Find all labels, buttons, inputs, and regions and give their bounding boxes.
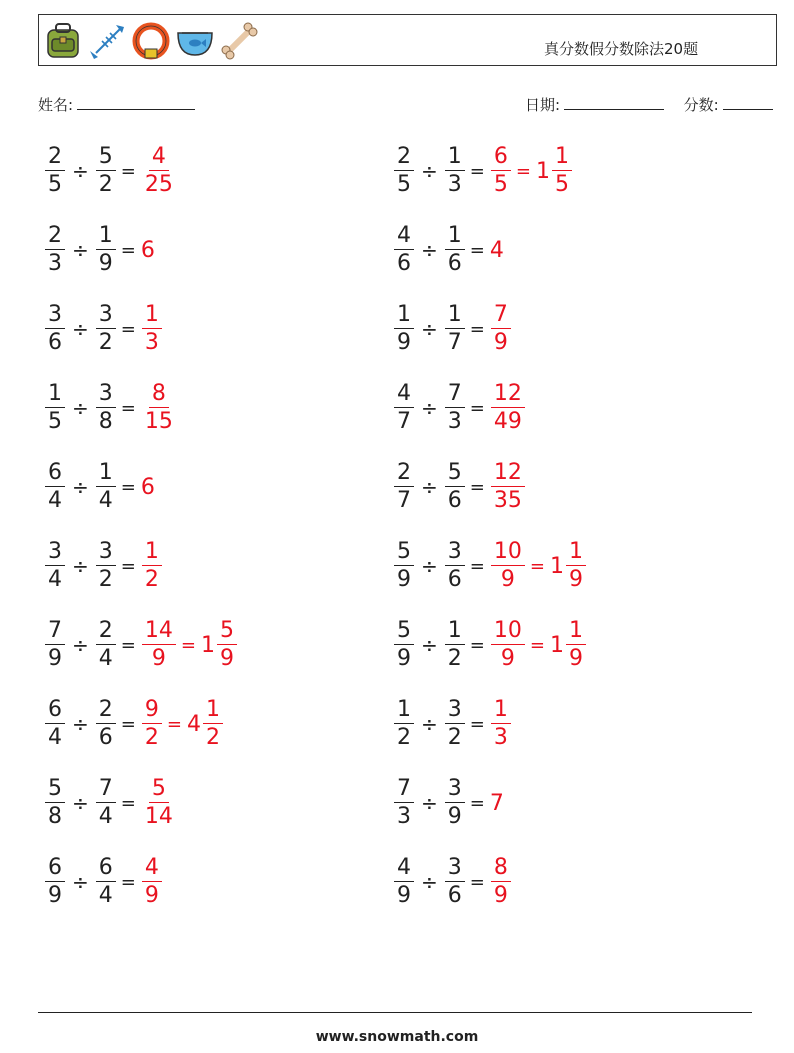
dividend-numerator: 3	[45, 541, 65, 566]
divisor-numerator: 5	[96, 146, 116, 171]
equals-sign: =	[469, 871, 485, 893]
answer	[490, 791, 505, 816]
answer-fraction	[142, 778, 176, 828]
answer-mixed-fraction-numerator: 1	[203, 699, 223, 724]
problem-10	[393, 457, 526, 517]
dividend-numerator: 1	[45, 383, 65, 408]
divide-sign: ÷	[421, 159, 438, 183]
divisor	[445, 778, 465, 828]
divide-sign: ÷	[421, 475, 438, 499]
dividend	[45, 383, 65, 433]
divide-sign: ÷	[72, 791, 89, 815]
answer	[490, 857, 512, 907]
problem-14	[393, 615, 587, 675]
answer-fraction-numerator: 1	[142, 304, 162, 329]
divisor	[96, 857, 116, 907]
divisor-denominator: 2	[98, 330, 113, 355]
name-label: 姓名:	[38, 96, 74, 114]
answer-fraction-denominator: 25	[144, 172, 173, 197]
answer	[141, 475, 156, 500]
answer-fraction	[491, 857, 511, 907]
answer-fraction-denominator: 3	[144, 330, 159, 355]
dividend-denominator: 6	[397, 251, 411, 276]
divisor	[445, 620, 465, 670]
answer-fraction-denominator: 9	[151, 646, 166, 671]
answer-fraction	[142, 146, 176, 196]
divisor-denominator: 7	[447, 330, 462, 355]
divisor-numerator: 3	[96, 383, 116, 408]
divisor	[96, 462, 116, 512]
dividend	[394, 304, 414, 354]
divide-sign: ÷	[421, 791, 438, 815]
dividend-numerator: 1	[394, 304, 414, 329]
answer-fraction-denominator: 9	[493, 330, 508, 355]
answer	[490, 462, 526, 512]
dividend	[45, 225, 65, 275]
answer-fraction-numerator: 10	[491, 541, 525, 566]
answer-fraction	[491, 620, 525, 670]
answer	[490, 146, 573, 196]
answer-fraction-numerator: 4	[149, 146, 169, 171]
dividend-numerator: 2	[45, 146, 65, 171]
divide-sign: ÷	[72, 712, 89, 736]
answer-fraction-denominator: 5	[493, 172, 508, 197]
answer-fraction-denominator: 15	[144, 409, 173, 434]
dividend	[394, 541, 414, 591]
answer-fraction-numerator: 8	[149, 383, 169, 408]
divide-sign: ÷	[421, 712, 438, 736]
worksheet-title: 真分数假分数除法20题	[544, 40, 699, 58]
divisor-numerator: 3	[445, 699, 465, 724]
dividend	[394, 462, 414, 512]
answer-mixed-fraction-denominator: 9	[568, 567, 583, 592]
dividend-denominator: 9	[48, 646, 62, 671]
answer	[490, 383, 526, 433]
answer-fraction-numerator: 12	[491, 383, 525, 408]
dividend	[394, 225, 414, 275]
dividend-denominator: 3	[48, 251, 62, 276]
divisor	[96, 146, 116, 196]
divisor-numerator: 1	[96, 225, 116, 250]
problem-17	[44, 773, 177, 833]
equals-sign: =	[120, 160, 136, 182]
divisor-numerator: 1	[96, 462, 116, 487]
divisor-numerator: 3	[445, 857, 465, 882]
dividend	[45, 778, 65, 828]
dividend	[394, 699, 414, 749]
problem-6	[393, 299, 512, 359]
divisor-numerator: 1	[445, 146, 465, 171]
problem-8	[393, 378, 526, 438]
equals-sign: =	[120, 634, 136, 656]
dividend	[45, 304, 65, 354]
answer-fraction	[491, 146, 511, 196]
answer-mixed-fraction-denominator: 9	[568, 646, 583, 671]
divisor-numerator: 2	[96, 620, 116, 645]
divisor	[96, 541, 116, 591]
equals-sign: =	[469, 239, 485, 261]
answer-fraction-denominator: 9	[493, 883, 508, 908]
dividend-denominator: 7	[397, 409, 411, 434]
dividend-denominator: 4	[48, 567, 62, 592]
problem-12	[393, 536, 587, 596]
problem-3	[44, 220, 156, 280]
answer-fraction	[491, 304, 511, 354]
equals-sign: =	[120, 239, 136, 261]
answer-fraction-denominator: 3	[493, 725, 508, 750]
divide-sign: ÷	[72, 396, 89, 420]
answer-fraction	[491, 699, 511, 749]
divide-sign: ÷	[72, 238, 89, 262]
answer-fraction	[142, 541, 162, 591]
answer	[490, 699, 512, 749]
answer-mixed-whole: 1	[549, 553, 564, 579]
divide-sign: ÷	[421, 317, 438, 341]
answer-whole: 6	[140, 474, 155, 500]
answer-fraction	[491, 462, 525, 512]
answer	[141, 383, 177, 433]
answer-fraction	[491, 541, 525, 591]
divide-sign: ÷	[421, 396, 438, 420]
answer-fraction-denominator: 9	[500, 646, 515, 671]
answer-mixed-fraction-denominator: 5	[554, 172, 569, 197]
answer-fraction	[142, 857, 162, 907]
equals-sign: =	[469, 318, 485, 340]
answer-mixed-fraction-denominator: 9	[219, 646, 234, 671]
divisor	[96, 620, 116, 670]
answer-fraction-numerator: 8	[491, 857, 511, 882]
divisor-numerator: 1	[445, 225, 465, 250]
dividend	[394, 383, 414, 433]
answer	[490, 238, 505, 263]
answer	[141, 304, 163, 354]
divisor	[96, 699, 116, 749]
problem-11	[44, 536, 163, 596]
dividend-numerator: 2	[45, 225, 65, 250]
divisor-denominator: 2	[98, 567, 113, 592]
answer	[141, 620, 238, 670]
answer-mixed-whole: 1	[200, 632, 215, 658]
dividend-numerator: 4	[394, 225, 414, 250]
answer-equals-sign: =	[529, 555, 545, 577]
answer	[141, 699, 224, 749]
dividend-numerator: 7	[45, 620, 65, 645]
problem-7	[44, 378, 177, 438]
equals-sign: =	[120, 713, 136, 735]
divisor-numerator: 7	[445, 383, 465, 408]
divisor-numerator: 3	[96, 541, 116, 566]
answer-fraction-numerator: 7	[491, 304, 511, 329]
equals-sign: =	[120, 871, 136, 893]
dividend-denominator: 4	[48, 488, 62, 513]
divisor-denominator: 6	[447, 567, 462, 592]
dividend-denominator: 9	[397, 567, 411, 592]
answer-equals-sign: =	[166, 713, 182, 735]
equals-sign: =	[120, 476, 136, 498]
answer-fraction	[142, 304, 162, 354]
problem-15	[44, 694, 224, 754]
answer-mixed-fraction	[566, 620, 586, 670]
answer-mixed-whole: 1	[549, 632, 564, 658]
divisor	[96, 304, 116, 354]
answer-equals-sign: =	[515, 160, 531, 182]
equals-sign: =	[469, 555, 485, 577]
dividend-denominator: 9	[48, 883, 62, 908]
divide-sign: ÷	[421, 554, 438, 578]
problem-1	[44, 141, 177, 201]
answer-equals-sign: =	[180, 634, 196, 656]
dividend-numerator: 4	[394, 383, 414, 408]
divisor-denominator: 4	[98, 883, 113, 908]
answer-fraction-numerator: 1	[142, 541, 162, 566]
divisor-denominator: 3	[447, 172, 462, 197]
answer	[141, 146, 177, 196]
divisor-denominator: 8	[98, 409, 113, 434]
dividend-numerator: 1	[394, 699, 414, 724]
dividend-denominator: 6	[48, 330, 62, 355]
divide-sign: ÷	[72, 554, 89, 578]
dividend-denominator: 7	[397, 488, 411, 513]
dividend-numerator: 6	[45, 857, 65, 882]
answer-fraction-denominator: 9	[500, 567, 515, 592]
dividend-numerator: 6	[45, 699, 65, 724]
dividend-denominator: 5	[48, 409, 62, 434]
equals-sign: =	[469, 634, 485, 656]
score-label: 分数:	[683, 96, 719, 114]
answer	[490, 304, 512, 354]
dividend	[394, 857, 414, 907]
answer-fraction-numerator: 10	[491, 620, 525, 645]
dividend	[45, 620, 65, 670]
divisor-numerator: 6	[96, 857, 116, 882]
divisor-denominator: 6	[447, 883, 462, 908]
answer-mixed-fraction-denominator: 2	[205, 725, 220, 750]
equals-sign: =	[120, 318, 136, 340]
answer-fraction-denominator: 9	[144, 883, 159, 908]
answer-fraction-denominator: 49	[493, 409, 522, 434]
answer-mixed-fraction	[566, 541, 586, 591]
problem-20	[393, 852, 512, 912]
answer-mixed-fraction-numerator: 5	[217, 620, 237, 645]
answer-fraction-denominator: 35	[493, 488, 522, 513]
dividend-numerator: 5	[394, 620, 414, 645]
divisor-numerator: 3	[445, 541, 465, 566]
answer-mixed-fraction	[552, 146, 572, 196]
divisor-denominator: 9	[447, 804, 462, 829]
problem-19	[44, 852, 163, 912]
answer-mixed-whole: 4	[186, 711, 201, 737]
footer-url: www.snowmath.com	[315, 1029, 479, 1045]
divisor-numerator: 3	[96, 304, 116, 329]
answer-fraction-denominator: 14	[144, 804, 173, 829]
equals-sign: =	[120, 792, 136, 814]
divisor-numerator: 5	[445, 462, 465, 487]
divide-sign: ÷	[72, 159, 89, 183]
divisor	[445, 383, 465, 433]
divisor-denominator: 2	[447, 646, 462, 671]
divisor-denominator: 6	[447, 251, 462, 276]
answer	[141, 238, 156, 263]
divide-sign: ÷	[421, 238, 438, 262]
divisor	[445, 857, 465, 907]
dividend-numerator: 6	[45, 462, 65, 487]
answer-mixed-fraction-numerator: 1	[566, 620, 586, 645]
dividend	[45, 857, 65, 907]
divide-sign: ÷	[421, 870, 438, 894]
divide-sign: ÷	[421, 633, 438, 657]
answer-fraction-denominator: 2	[144, 567, 159, 592]
dividend-denominator: 4	[48, 725, 62, 750]
answer-fraction	[142, 699, 162, 749]
dividend	[45, 699, 65, 749]
divisor-denominator: 4	[98, 646, 113, 671]
divisor	[445, 462, 465, 512]
dividend-numerator: 2	[394, 462, 414, 487]
problem-5	[44, 299, 163, 359]
dividend	[394, 146, 414, 196]
dividend-numerator: 5	[394, 541, 414, 566]
equals-sign: =	[469, 713, 485, 735]
divisor	[445, 146, 465, 196]
answer-fraction-denominator: 2	[144, 725, 159, 750]
divide-sign: ÷	[72, 475, 89, 499]
divisor-denominator: 4	[98, 804, 113, 829]
answer-fraction-numerator: 4	[142, 857, 162, 882]
divisor-denominator: 9	[98, 251, 113, 276]
answer-fraction-numerator: 5	[149, 778, 169, 803]
problem-2	[393, 141, 573, 201]
divisor	[96, 383, 116, 433]
dividend-numerator: 2	[394, 146, 414, 171]
divisor-denominator: 2	[447, 725, 462, 750]
equals-sign: =	[120, 555, 136, 577]
divisor-numerator: 3	[445, 778, 465, 803]
answer-equals-sign: =	[529, 634, 545, 656]
divisor-numerator: 1	[445, 304, 465, 329]
answer	[141, 541, 163, 591]
date-label: 日期:	[525, 96, 561, 114]
answer-mixed-whole: 1	[535, 158, 550, 184]
answer-mixed-fraction-numerator: 1	[552, 146, 572, 171]
divisor	[445, 225, 465, 275]
divisor	[445, 699, 465, 749]
dividend-denominator: 9	[397, 330, 411, 355]
dividend-denominator: 5	[397, 172, 411, 197]
answer	[141, 778, 177, 828]
dividend-denominator: 9	[397, 646, 411, 671]
problem-13	[44, 615, 238, 675]
equals-sign: =	[469, 792, 485, 814]
dividend	[45, 146, 65, 196]
equals-sign: =	[120, 397, 136, 419]
answer-fraction-numerator: 14	[142, 620, 176, 645]
answer-whole: 6	[140, 237, 155, 263]
problem-9	[44, 457, 156, 517]
answer-fraction-numerator: 6	[491, 146, 511, 171]
dividend-denominator: 2	[397, 725, 411, 750]
divisor-denominator: 6	[447, 488, 462, 513]
divisor-numerator: 7	[96, 778, 116, 803]
divisor-denominator: 3	[447, 409, 462, 434]
divide-sign: ÷	[72, 633, 89, 657]
divisor-denominator: 2	[98, 172, 113, 197]
equals-sign: =	[469, 397, 485, 419]
divide-sign: ÷	[72, 870, 89, 894]
answer-fraction	[142, 620, 176, 670]
dividend	[45, 541, 65, 591]
footer-divider	[38, 1012, 752, 1013]
equals-sign: =	[469, 476, 485, 498]
answer-mixed-fraction-numerator: 1	[566, 541, 586, 566]
answer	[490, 541, 587, 591]
answer-mixed-fraction	[217, 620, 237, 670]
problem-4	[393, 220, 505, 280]
answer-fraction	[142, 383, 176, 433]
divide-sign: ÷	[72, 317, 89, 341]
divisor	[445, 304, 465, 354]
divisor-denominator: 4	[98, 488, 113, 513]
dividend-numerator: 5	[45, 778, 65, 803]
dividend-numerator: 7	[394, 778, 414, 803]
dividend-denominator: 3	[397, 804, 411, 829]
dividend-denominator: 8	[48, 804, 62, 829]
dividend-numerator: 4	[394, 857, 414, 882]
divisor-denominator: 6	[98, 725, 113, 750]
divisor	[445, 541, 465, 591]
dividend-denominator: 9	[397, 883, 411, 908]
divisor-numerator: 1	[445, 620, 465, 645]
answer-fraction-numerator: 1	[491, 699, 511, 724]
answer-fraction	[491, 383, 525, 433]
answer-whole: 7	[489, 790, 504, 816]
answer	[141, 857, 163, 907]
answer-fraction-numerator: 9	[142, 699, 162, 724]
dividend	[394, 620, 414, 670]
answer-whole: 4	[489, 237, 504, 263]
dividend	[394, 778, 414, 828]
dividend-numerator: 3	[45, 304, 65, 329]
divisor	[96, 778, 116, 828]
problem-16	[393, 694, 512, 754]
answer-mixed-fraction	[203, 699, 223, 749]
dividend-denominator: 5	[48, 172, 62, 197]
answer-fraction-numerator: 12	[491, 462, 525, 487]
problem-18	[393, 773, 505, 833]
dividend	[45, 462, 65, 512]
divisor-numerator: 2	[96, 699, 116, 724]
answer	[490, 620, 587, 670]
divisor	[96, 225, 116, 275]
equals-sign: =	[469, 160, 485, 182]
